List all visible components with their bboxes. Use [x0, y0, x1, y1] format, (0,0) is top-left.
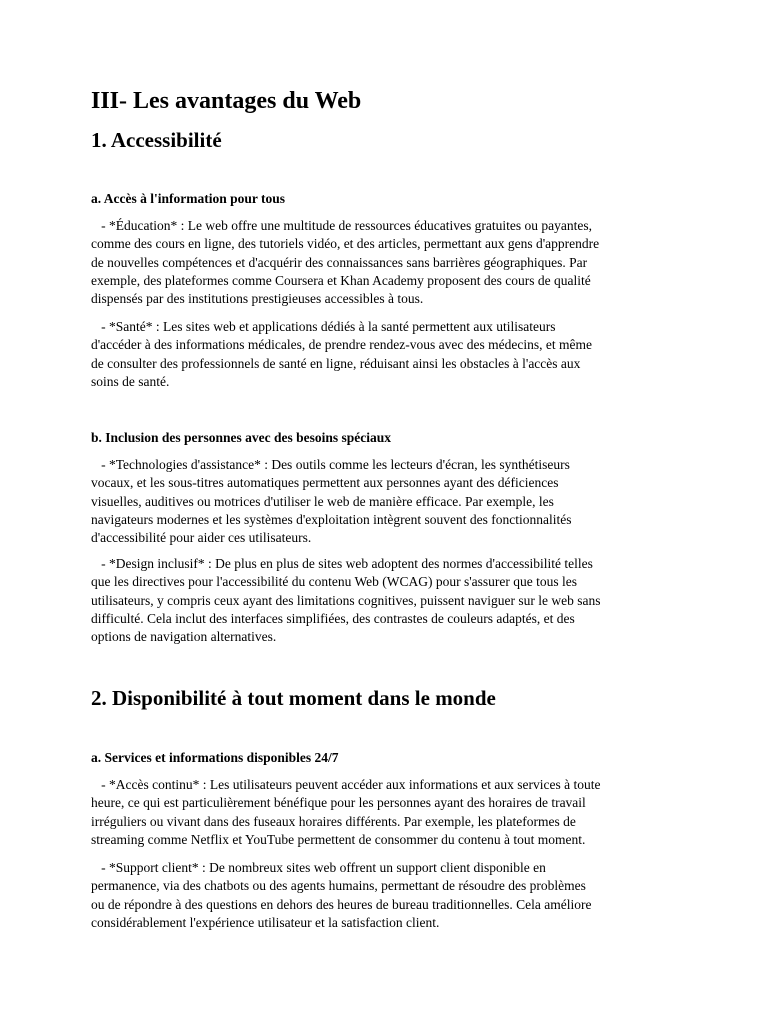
text-line: vocaux, et les sous-titres automatiques permettent aux personnes ayant des déficiences [91, 475, 559, 491]
paragraph-support-client [91, 859, 691, 932]
text-line: - *Accès continu* : Les utilisateurs peuvent accéder aux informations et aux services à toute [91, 777, 601, 792]
subsection-heading-acces-information: a. Accès à l'information pour tous [91, 191, 286, 206]
text-line: dispensés par des institutions prestigieuses accessibles à tous. [91, 291, 424, 307]
text-line: comme des cours en ligne, des tutoriels vidéo, et des articles, permettant aux gens d'apprendre [91, 236, 600, 252]
paragraph-technologies-assistance [91, 456, 691, 547]
text-line: visuelles, auditives ou motrices d'utiliser le web de manière efficace. Par exemple, les [91, 493, 554, 509]
text-line: soins de santé. [91, 373, 170, 389]
text-line: de consulter des professionnels de santé en ligne, réduisant ainsi les obstacles à l'accès aux [91, 355, 581, 371]
subsection-heading-inclusion: b. Inclusion des personnes avec des besoins spéciaux [91, 430, 392, 445]
text-line: navigateurs modernes et les systèmes d'exploitation intègrent souvent des fonctionnalités [91, 511, 572, 527]
paragraph-acces-continu [91, 776, 691, 849]
paragraph-sante [91, 318, 691, 391]
text-line: que les directives pour l'accessibilité du contenu Web (WCAG) pour s'assurer que tous les [91, 574, 578, 590]
text-line: - *Éducation* : Le web offre une multitude de ressources éducatives gratuites ou payantes, [91, 218, 592, 233]
text-line: - *Technologies d'assistance* : Des outils comme les lecteurs d'écran, les synthétiseurs [91, 457, 570, 472]
text-line: d'accéder à des informations médicales, de prendre rendez-vous avec des médecins, et même [91, 337, 592, 353]
text-line: heure, ce qui est particulièrement bénéfique pour les personnes ayant des horaires de travail [91, 795, 586, 811]
text-line: - *Santé* : Les sites web et applications dédiés à la santé permettent aux utilisateurs [91, 319, 556, 334]
text-line: exemple, des plateformes comme Coursera et Khan Academy proposent des cours de qualité [91, 272, 591, 288]
text-line: de nouvelles compétences et d'acquérir des connaissances sans barrières géographiques. Par [91, 254, 588, 270]
text-line: options de navigation alternatives. [91, 629, 277, 645]
text-line: difficulté. Cela inclut des interfaces simplifiées, des contrastes de couleurs adaptés, et des [91, 610, 575, 626]
text-line: - *Design inclusif* : De plus en plus de sites web adoptent des normes d'accessibilité telles [91, 556, 593, 571]
section-heading-disponibilite: 2. Disponibilité à tout moment dans le monde [91, 686, 496, 710]
paragraph-design-inclusif [91, 555, 691, 646]
document-title: III- Les avantages du Web [91, 88, 362, 114]
text-line: considérablement l'expérience utilisateur et la satisfaction client. [91, 914, 440, 930]
text-line: permanence, via des chatbots ou des agents humains, permettant de résoudre des problèmes [91, 878, 586, 894]
text-line: d'accessibilité pour aider ces utilisateurs. [91, 530, 312, 546]
subsection-heading-services-24-7: a. Services et informations disponibles 24/7 [91, 750, 339, 765]
text-line: irréguliers ou vivant dans des fuseaux horaires différents. Par exemple, les plateformes de [91, 813, 576, 829]
text-line: streaming comme Netflix et YouTube permettent de consommer du contenu à tout moment. [91, 831, 586, 847]
text-line: utilisateurs, y compris ceux ayant des limitations cognitives, puissent naviguer sur le web sans [91, 592, 601, 608]
section-heading-accessibilite: 1. Accessibilité [91, 128, 222, 152]
text-line: ou de répondre à des questions en dehors des heures de bureau traditionnelles. Cela améliore [91, 896, 592, 912]
text-line: - *Support client* : De nombreux sites web offrent un support client disponible en [91, 860, 546, 875]
paragraph-education [91, 217, 691, 308]
